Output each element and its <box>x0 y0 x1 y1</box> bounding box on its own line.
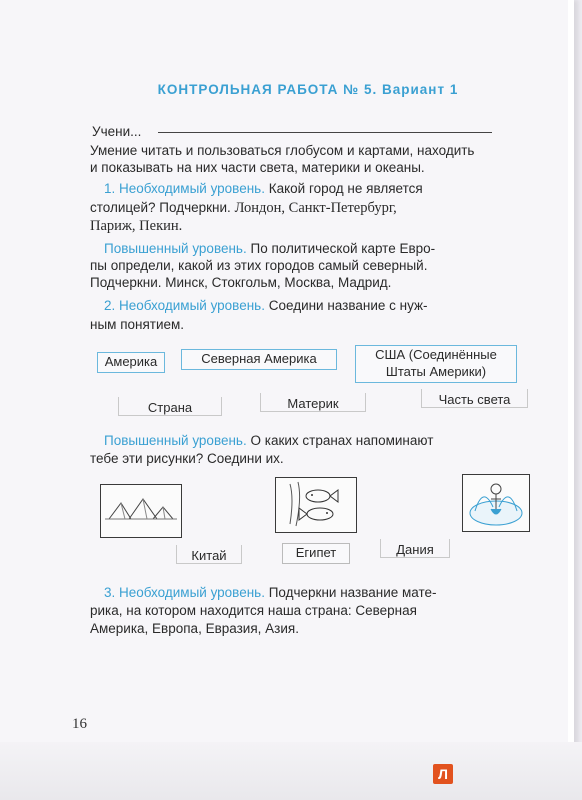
task1-adv-line-2: пы определи, какой из этих городов самый северный. <box>90 258 428 273</box>
task1-text-2: столицей? Подчеркни. <box>90 200 231 215</box>
pyramids-icon <box>101 485 181 537</box>
usa-line-1: США (Соединённые <box>375 347 497 362</box>
task2-adv-line-1 <box>104 432 433 449</box>
country-box-denmark[interactable]: Дания <box>380 539 450 558</box>
name-line <box>158 132 492 133</box>
page-number: 16 <box>72 716 87 732</box>
fish-picture[interactable] <box>275 477 357 533</box>
task2-adv-level: Повышенный уровень. <box>104 433 247 448</box>
task3-level: 3. Необходимый уровень. <box>104 585 265 600</box>
concept-box-continent[interactable]: Материк <box>260 393 366 412</box>
task1-cities-1: Лондон, Санкт-Петербург, <box>234 200 397 216</box>
task2-adv-text-1: О каких странах напоминают <box>250 433 434 448</box>
name-box-north-america[interactable]: Северная Америка <box>181 349 337 370</box>
page-edge <box>0 742 582 800</box>
task3-line-1 <box>104 584 437 601</box>
task1-cities-2: Париж, Пекин. <box>90 218 183 234</box>
mermaid-icon <box>463 475 529 531</box>
task1-adv-text-1: По политической карте Евро- <box>250 241 436 256</box>
task3-line-2: рика, на котором находится наша страна: Северная <box>90 603 417 618</box>
task2-line-2: ным понятием. <box>90 317 185 332</box>
task3-text-1: Подчеркни название мате- <box>268 585 437 600</box>
task2-level: 2. Необходимый уровень. <box>104 298 265 313</box>
task1-adv-line-3: Подчеркни. Минск, Стокгольм, Москва, Мадрид. <box>90 275 392 290</box>
task1-level: 1. Необходимый уровень. <box>104 181 265 196</box>
task1-adv-level: Повышенный уровень. <box>104 241 247 256</box>
intro-line-2: и показывать на них части света, материки и океаны. <box>90 160 425 175</box>
task2-adv-line-2: тебе эти рисунки? Соедини их. <box>90 451 284 466</box>
task1-text-1: Какой город не является <box>268 181 423 196</box>
page-title: КОНТРОЛЬНАЯ РАБОТА № 5. Вариант 1 <box>157 82 459 97</box>
concept-box-part-of-world[interactable]: Часть света <box>421 389 528 408</box>
country-box-egypt[interactable]: Египет <box>282 543 350 564</box>
task2-text-1: Соедини название с нуж- <box>268 298 428 313</box>
task3-line-3: Америка, Европа, Евразия, Азия. <box>90 621 299 636</box>
usa-line-2: Штаты Америки) <box>385 364 487 379</box>
task1-line-1 <box>104 180 423 197</box>
student-label: Учени... <box>92 124 142 139</box>
task1-adv-line-1 <box>104 240 435 257</box>
intro-line-1: Умение читать и пользоваться глобусом и картами, находить <box>90 143 475 158</box>
pyramids-picture[interactable] <box>100 484 182 538</box>
task2-line-1 <box>104 297 428 314</box>
country-box-china[interactable]: Китай <box>176 545 242 564</box>
name-box-america[interactable]: Америка <box>97 352 165 373</box>
mermaid-picture[interactable] <box>462 474 530 532</box>
task1-line-2 <box>90 199 397 217</box>
publisher-logo: Л <box>433 764 453 784</box>
fish-icon <box>276 478 356 532</box>
name-box-usa[interactable] <box>355 345 517 383</box>
concept-box-country[interactable]: Страна <box>118 397 222 416</box>
